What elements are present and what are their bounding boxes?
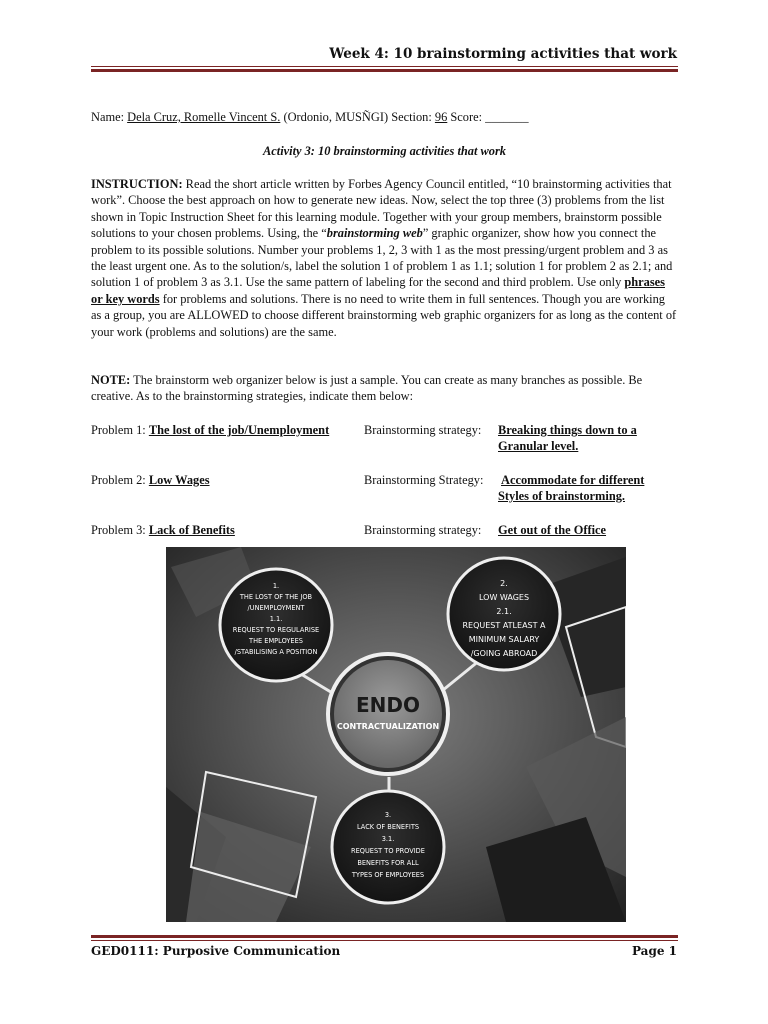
node-2-line: 2. — [500, 579, 508, 588]
problem-3-strategy-line-1: Get out of the Office — [498, 523, 607, 537]
center-subtitle: CONTRACTUALIZATION — [336, 722, 440, 731]
problem-1-strategy-label: Brainstorming strategy: — [364, 423, 482, 437]
section-value: 96 — [434, 110, 448, 124]
node-2-line: MINIMUM SALARY — [468, 635, 540, 644]
problem-1-strategy-line-2: Granular level. — [498, 439, 579, 453]
node-1-line: /UNEMPLOYMENT — [247, 604, 305, 612]
note-label: NOTE: — [91, 373, 131, 387]
brainstorming-web-graphic — [166, 547, 626, 922]
problem-2-label: Problem 2: — [91, 473, 146, 487]
problem-1-label: Problem 1: — [91, 423, 146, 437]
problem-2-strategy-line-2: Styles of brainstorming. — [498, 489, 626, 503]
score-blank: _______ — [485, 110, 529, 124]
node-3-line: REQUEST TO PROVIDE — [351, 847, 425, 855]
brainstorming-web-figure — [166, 547, 626, 922]
name-label: Name: — [91, 110, 125, 124]
problem-2-strategy-label: Brainstorming Strategy: — [364, 473, 484, 487]
node-1-line: THE LOST OF THE JOB — [239, 593, 313, 601]
group-members: (Ordonio, MUSÑGI) — [283, 110, 389, 124]
instruction-text-2: ” graphic organizer, show how you connect the problem to its possible solutions. Number your problems 1, 2, 3 with 1 as the most pressing/urgent problem and 3 as the least urgent one. As to the solution/s, label the solution 1 of problem 1 as 1.1; solution 1 for problem 2 as 2.1; and solution 1 of problem 3 as 3.1. Use the same pattern of labeling for the second and third problem. Use only — [91, 226, 673, 290]
center-title: ENDO — [355, 693, 421, 717]
node-3-line: 3. — [384, 811, 392, 819]
node-1-line: /STABILISING A POSITION — [234, 648, 318, 656]
student-info-line — [91, 109, 678, 125]
footer-rule-bottom — [91, 940, 678, 941]
section-label: Section: — [391, 110, 432, 124]
note-text: The brainstorm web organizer below is just a sample. You can create as many branches as possible. Be creative. As to the brainstorming strategies, indicate them below: — [91, 373, 643, 404]
student-name: Dela Cruz, Romelle Vincent S. — [127, 110, 281, 124]
footer-course: GED0111: Purposive Communication — [91, 944, 341, 958]
header-rule-top — [91, 66, 678, 67]
footer-page-number: Page 1 — [631, 944, 677, 958]
node-1-line: REQUEST TO REGULARISE — [232, 626, 320, 634]
instruction-emphasis: brainstorming web — [326, 226, 423, 241]
problem-3-strategy-label: Brainstorming strategy: — [364, 523, 482, 537]
node-1-line: 1. — [272, 582, 280, 590]
activity-title: Activity 3: 10 brainstorming activities that work — [262, 144, 506, 158]
instruction-text-3: for problems and solutions. There is no need to write them in full sentences. Though you are working as a group, you are ALLOWED to choose different brainstorming web graphic organizers for as long as the content of your work (problems and solutions) are the same. — [91, 291, 677, 339]
node-1-line: THE EMPLOYEES — [249, 637, 303, 645]
node-1-line: 1.1. — [269, 615, 283, 623]
note-paragraph — [91, 372, 678, 405]
score-label: Score: — [450, 110, 483, 124]
node-3-line: LACK OF BENEFITS — [356, 823, 420, 831]
header-title: Week 4: 10 brainstorming activities that work — [329, 46, 677, 62]
node-3-line: BENEFITS FOR ALL — [357, 859, 419, 867]
node-2-line: /GOING ABROAD — [470, 649, 538, 658]
header-rule-bottom — [91, 69, 678, 72]
problem-2-value: Low Wages — [148, 473, 210, 487]
node-2-line: REQUEST ATLEAST A — [462, 621, 546, 630]
problem-2-strategy-line-1: Accommodate for different — [501, 473, 645, 487]
node-3-line: 3.1. — [381, 835, 395, 843]
problem-3-label: Problem 3: — [91, 523, 146, 537]
problem-1-strategy-line-1: Breaking things down to a — [498, 423, 637, 437]
node-2-line: 2.1. — [496, 607, 512, 616]
instruction-paragraph — [91, 176, 678, 340]
footer-rule-top — [91, 935, 678, 938]
node-2-line: LOW WAGES — [478, 593, 530, 602]
instruction-text-1: Read the short article written by Forbes Agency Council entitled, “10 brainstorming activities that work”. Choose the best approach on how to generate new ideas. Now, select the top three (3) problems from the list shown in Topic Instruction Sheet for this learning module. Together with your group members, brainstorm possible solutions to your chosen problems. Using, the “ — [91, 177, 672, 241]
node-3-line: TYPES OF EMPLOYEES — [351, 871, 425, 879]
problem-1-value: The lost of the job/Unemployment — [148, 423, 330, 437]
instruction-label: INSTRUCTION: — [91, 177, 183, 191]
instruction-emphasis-2: phrases or key words — [91, 275, 665, 306]
problem-3-value: Lack of Benefits — [148, 523, 235, 537]
